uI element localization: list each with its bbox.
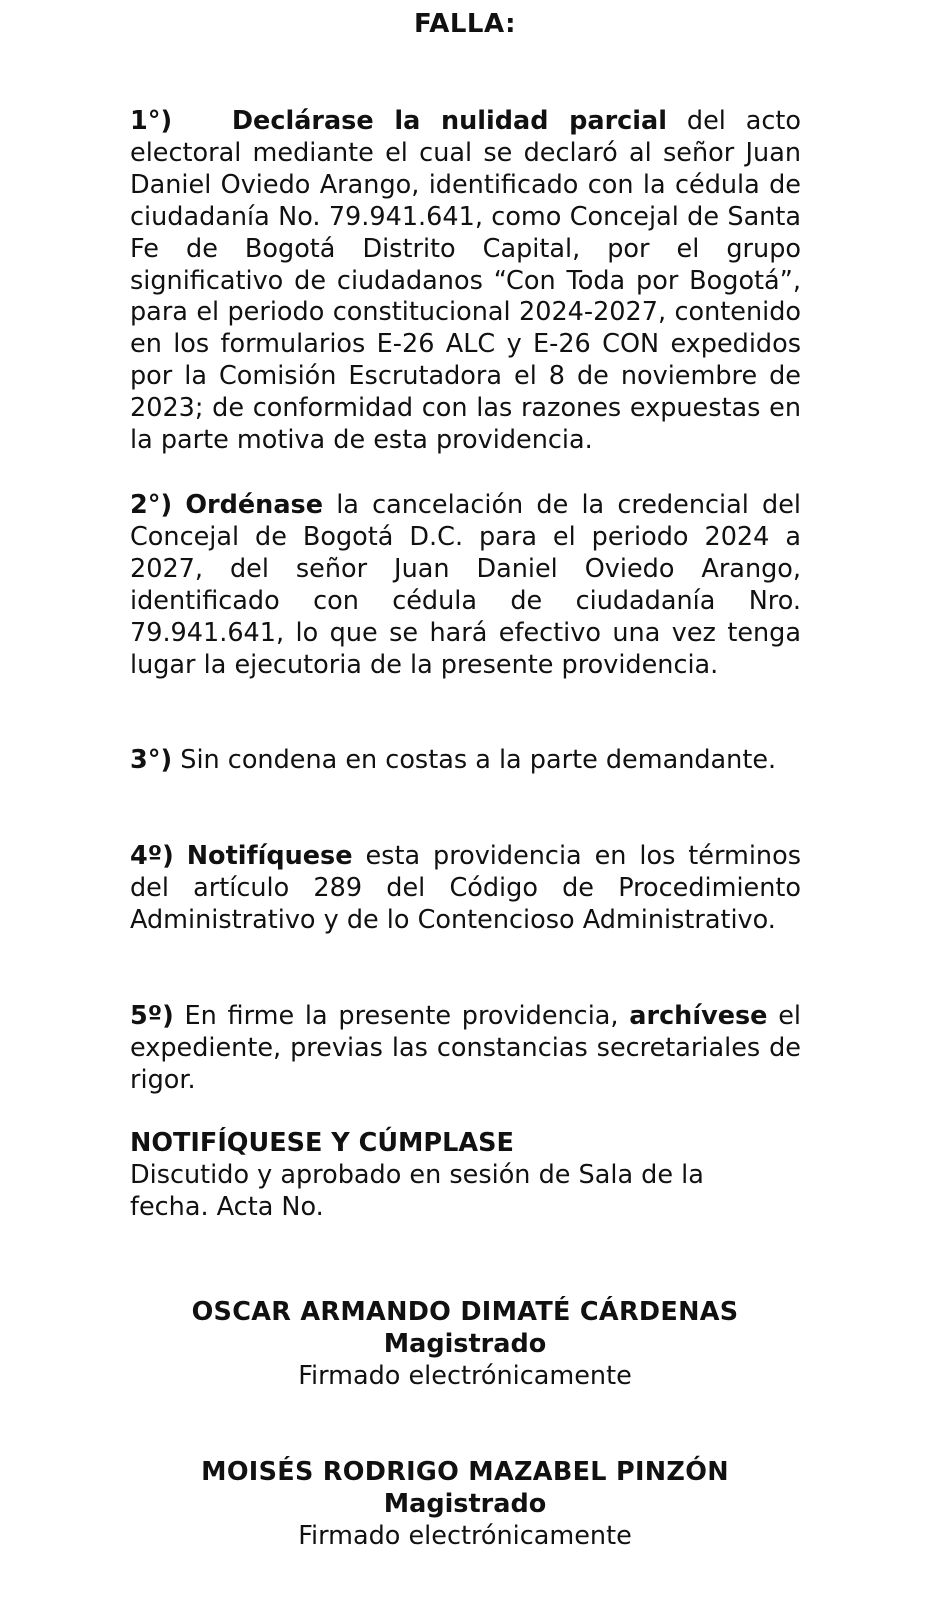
signer-role: Magistrado — [383, 1489, 547, 1519]
signature-note: Firmado electrónicamente — [298, 1361, 632, 1391]
signature-block — [0, 1296, 930, 1392]
item-text: Sin condena en costas a la parte demandante. — [180, 745, 777, 775]
resolution-item-1 — [130, 106, 801, 457]
item-number: 3°) — [130, 745, 173, 775]
item-number: 5º) — [130, 1001, 174, 1031]
resolution-item-5 — [130, 1001, 801, 1097]
resolution-item-4 — [130, 841, 801, 937]
item-text: la cancelación de la credencial del Concejal de Bogotá D.C. para el periodo 2024 a 2027, del señor Juan Daniel Oviedo Arango, identificado con cédula de ciudadanía Nro. 79.941.641, lo que se hará efectivo una vez tenga lugar la ejecutoria de la presente providencia. — [130, 490, 802, 680]
closing-block — [130, 1128, 801, 1224]
resolution-item-3 — [130, 745, 801, 777]
item-bold-text: archívese — [629, 1001, 768, 1031]
item-text: el expediente, previas las constancias secretariales de rigor. — [130, 1001, 801, 1095]
closing-text: Discutido y aprobado en sesión de Sala de la fecha. Acta No. — [130, 1159, 704, 1222]
signature-note: Firmado electrónicamente — [298, 1521, 632, 1551]
resolution-paragraph — [130, 490, 801, 681]
signer-name: MOISÉS RODRIGO MAZABEL PINZÓN — [201, 1457, 729, 1487]
signature-block — [0, 1456, 930, 1552]
item-text: del acto electoral mediante el cual se declaró al señor Juan Daniel Oviedo Arango, identificado con la cédula de ciudadanía No. 79.941.641, como Concejal de Santa Fe de Bogotá Distrito Capital, por el grupo significativo de ciudadanos “Con Toda por Bogotá”, para el periodo constitucional 2024-2027, contenido en los formularios E-26 ALC y E-26 CON expedidos por la Comisión Escrutadora el 8 de noviembre de 2023; de conformidad con las razones expuestas en la parte motiva de esta providencia. — [130, 106, 801, 456]
signer-name: OSCAR ARMANDO DIMATÉ CÁRDENAS — [191, 1297, 739, 1327]
closing-heading: NOTIFÍQUESE Y CÚMPLASE — [130, 1128, 514, 1158]
item-text-before: En firme la presente providencia, — [184, 1001, 619, 1031]
item-number: 2°) — [130, 490, 173, 520]
item-text: esta providencia en los términos del artículo 289 del Código de Procedimiento Administrativo y de lo Contencioso Administrativo. — [130, 841, 801, 935]
resolution-item-2 — [130, 490, 801, 681]
resolution-paragraph — [130, 1001, 801, 1097]
item-bold-text: Ordénase — [185, 490, 323, 520]
resolution-paragraph — [130, 745, 801, 777]
resolution-paragraph — [130, 841, 801, 937]
item-number: 1°) — [130, 106, 173, 136]
signer-role: Magistrado — [383, 1329, 547, 1359]
item-bold-text: Notifíquese — [186, 841, 353, 871]
resolution-paragraph — [130, 106, 801, 457]
item-bold-text: Declárase la nulidad parcial — [231, 106, 667, 136]
document-title: FALLA: — [413, 9, 517, 39]
item-number: 4º) — [130, 841, 174, 871]
